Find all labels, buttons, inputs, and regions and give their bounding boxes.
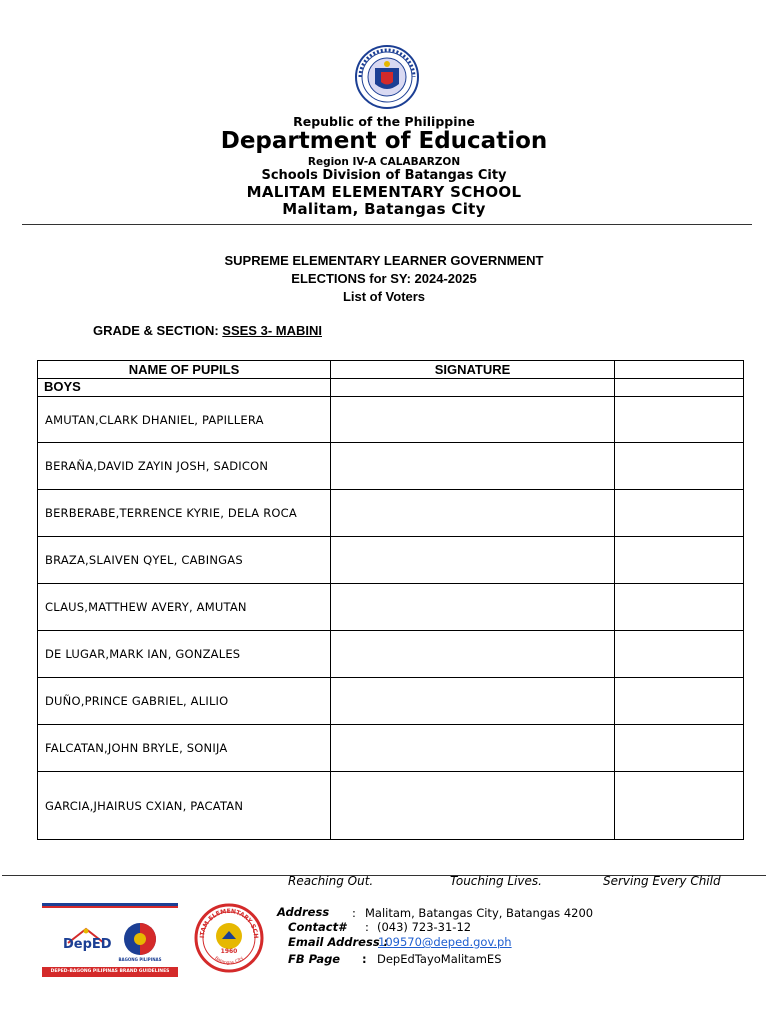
motto-touching-lives: Touching Lives. xyxy=(450,874,542,888)
bagong-pilipinas-icon xyxy=(122,921,158,957)
school-seal-icon xyxy=(194,903,264,973)
table-row xyxy=(38,584,744,631)
table-row xyxy=(38,490,744,537)
extra-cell xyxy=(615,772,744,840)
table-row xyxy=(38,772,744,840)
contact-colon: : xyxy=(365,920,369,934)
pupil-name: BERBERABE,TERRENCE KYRIE, DELA ROCA xyxy=(38,490,331,537)
column-header-signature: SIGNATURE xyxy=(331,361,615,379)
election-title-line1: SUPREME ELEMENTARY LEARNER GOVERNMENT xyxy=(224,253,544,268)
fb-page-value: DepEdTayoMalitamES xyxy=(377,952,502,966)
address-label: Address xyxy=(277,905,330,919)
column-header-extra xyxy=(615,361,744,379)
extra-cell xyxy=(615,443,744,490)
table-row xyxy=(38,397,744,443)
school-city: Malitam, Batangas City xyxy=(282,200,486,218)
signature-cell xyxy=(331,584,615,631)
fb-page-colon: : xyxy=(362,952,367,966)
signature-cell xyxy=(331,772,615,840)
pupil-name: DUÑO,PRINCE GABRIEL, ALILIO xyxy=(38,678,331,725)
group-row-boys xyxy=(38,379,744,397)
deped-bagong-pilipinas-logo xyxy=(42,903,178,977)
election-title-line2: ELECTIONS for SY: 2024-2025 xyxy=(291,271,477,286)
bagong-pilipinas-text: BAGONG PILIPINAS xyxy=(118,957,162,962)
pupil-name: DE LUGAR,MARK IAN, GONZALES xyxy=(38,631,331,678)
header-divider xyxy=(22,224,752,225)
signature-cell xyxy=(331,490,615,537)
pupil-name: BERAÑA,DAVID ZAYIN JOSH, SADICON xyxy=(38,443,331,490)
group-label-boys: BOYS xyxy=(38,379,331,397)
extra-cell xyxy=(615,379,744,397)
signature-cell xyxy=(331,443,615,490)
division-text: Schools Division of Batangas City xyxy=(261,168,507,183)
email-link[interactable]: 109570@deped.gov.ph xyxy=(378,935,512,949)
republic-text: Republic of the Philippine xyxy=(293,114,475,129)
signature-cell xyxy=(331,725,615,772)
extra-cell xyxy=(615,537,744,584)
school-seal-year: 1960 xyxy=(220,948,238,955)
contact-label: Contact# xyxy=(288,920,347,934)
signature-cell xyxy=(331,537,615,584)
table-row xyxy=(38,631,744,678)
list-of-voters-title: List of Voters xyxy=(342,289,426,304)
grade-section-value: SSES 3- MABINI xyxy=(222,323,322,338)
pupil-name: CLAUS,MATTHEW AVERY, AMUTAN xyxy=(38,584,331,631)
table-header-row xyxy=(38,361,744,379)
signature-cell xyxy=(331,631,615,678)
brand-guidelines-banner: DEPED-BAGONG PILIPINAS BRAND GUIDELINES xyxy=(42,967,178,977)
grade-section xyxy=(93,323,322,338)
table-row xyxy=(38,678,744,725)
pupil-name: GARCIA,JHAIRUS CXIAN, PACATAN xyxy=(38,772,331,840)
motto-reaching-out: Reaching Out. xyxy=(288,874,374,888)
grade-section-label: GRADE & SECTION: xyxy=(93,323,223,338)
extra-cell xyxy=(615,725,744,772)
school-seal-text: ITAM ELEMENTARY SCH xyxy=(198,907,260,939)
contact-value: (043) 723-31-12 xyxy=(377,920,472,934)
school-name: MALITAM ELEMENTARY SCHOOL xyxy=(246,183,522,201)
table-row xyxy=(38,537,744,584)
voters-table xyxy=(37,360,744,840)
column-header-name: NAME OF PUPILS xyxy=(38,361,331,379)
pupil-name: BRAZA,SLAIVEN QYEL, CABINGAS xyxy=(38,537,331,584)
email-label: Email Address : xyxy=(288,935,389,949)
signature-cell xyxy=(331,379,615,397)
address-colon: : xyxy=(352,906,356,920)
extra-cell xyxy=(615,397,744,443)
pupil-name: AMUTAN,CLARK DHANIEL, PAPILLERA xyxy=(38,397,331,443)
pupil-name: FALCATAN,JOHN BRYLE, SONIJA xyxy=(38,725,331,772)
extra-cell xyxy=(615,584,744,631)
department-title: Department of Education xyxy=(220,128,548,154)
address-value: Malitam, Batangas City, Batangas 4200 xyxy=(365,906,594,920)
extra-cell xyxy=(615,631,744,678)
motto-serving-every-child: Serving Every Child xyxy=(603,874,721,888)
extra-cell xyxy=(615,490,744,537)
signature-cell xyxy=(331,397,615,443)
deped-seal-icon xyxy=(354,44,420,110)
fb-page-label: FB Page xyxy=(288,952,341,966)
table-row xyxy=(38,725,744,772)
region-text: Region IV-A CALABARZON xyxy=(307,156,461,168)
school-seal-city: Batangas City xyxy=(213,956,245,967)
deped-logo-text: DepED xyxy=(63,937,112,952)
extra-cell xyxy=(615,678,744,725)
table-row xyxy=(38,443,744,490)
deped-logo-icon xyxy=(60,923,112,963)
signature-cell xyxy=(331,678,615,725)
